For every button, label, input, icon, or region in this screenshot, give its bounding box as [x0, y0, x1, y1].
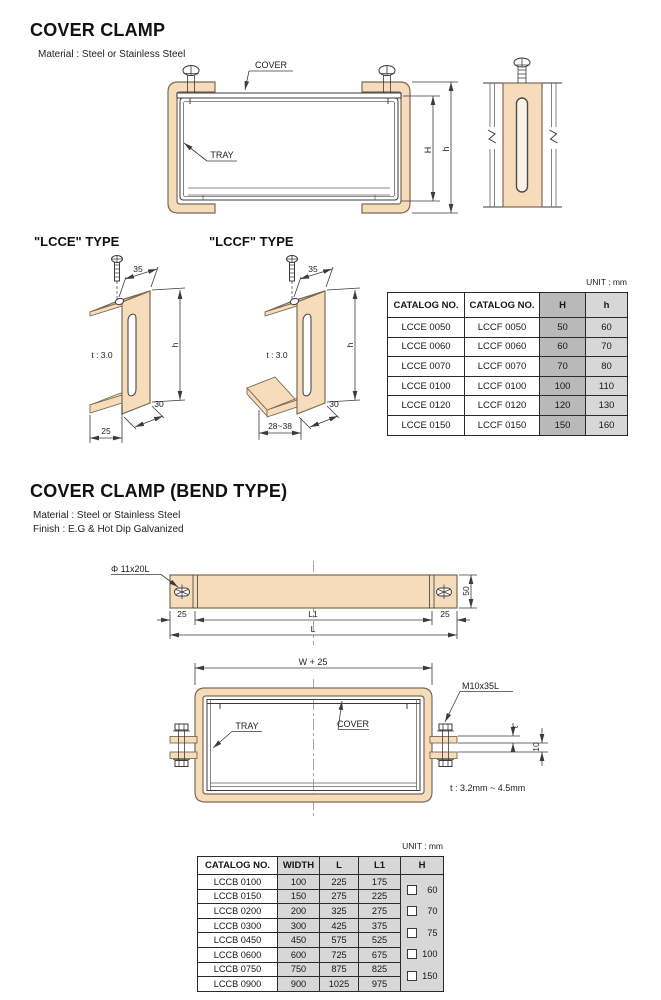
side-slot	[517, 98, 528, 192]
section1-material: Material : Steel or Stainless Steel	[38, 49, 186, 60]
cell: 100	[540, 376, 586, 396]
cell: 750	[278, 962, 320, 977]
dim-L1: L1	[308, 609, 318, 619]
cell: 675	[359, 947, 401, 962]
lcce-lccf-drawings	[35, 250, 375, 455]
h-option: 70	[401, 906, 443, 916]
cell: 275	[359, 904, 401, 919]
tray-label: TRAY	[210, 150, 234, 160]
tray-outline	[180, 98, 398, 200]
lccf-screw	[287, 256, 298, 282]
dim-25-left: 25	[177, 609, 187, 619]
lccf-dim-2838: 28~38	[268, 421, 292, 431]
cell: LCCF 0070	[465, 357, 540, 377]
lcce-type-title: "LCCE" TYPE	[34, 234, 120, 249]
cell: LCCB 0450	[198, 933, 278, 948]
cell: 900	[278, 977, 320, 992]
table-row	[388, 376, 628, 396]
cell: 160	[586, 415, 628, 435]
left-bolt-assembly	[170, 724, 197, 767]
cell: 600	[278, 947, 320, 962]
bend-clamp-flat-bar-drawing	[85, 555, 485, 650]
cell: 275	[320, 889, 359, 904]
cell: 200	[278, 904, 320, 919]
cell: 110	[586, 376, 628, 396]
cell: LCCE 0120	[388, 396, 465, 416]
col-header: CATALOG NO.	[465, 293, 540, 318]
lcce-dim-30: 30	[154, 399, 164, 409]
break-mark-right	[550, 130, 558, 143]
cell: 425	[320, 918, 359, 933]
flat-bar	[170, 575, 457, 608]
h-option: 75	[401, 928, 443, 938]
table-row	[388, 337, 628, 357]
cell: 375	[359, 918, 401, 933]
lcce-drawing	[90, 256, 185, 444]
cell: LCCB 0100	[198, 875, 278, 890]
dim-h-label: h	[441, 146, 451, 152]
checkbox-icon	[407, 971, 417, 981]
cell: LCCB 0150	[198, 889, 278, 904]
cell: LCCF 0060	[465, 337, 540, 357]
table2-unit-label: UNIT : mm	[402, 841, 443, 851]
tray-bottom-rails	[188, 188, 390, 200]
cell: 1025	[320, 977, 359, 992]
cell: 825	[359, 962, 401, 977]
dim-10-label: 10	[531, 742, 541, 752]
lcce-dim-35: 35	[133, 264, 143, 274]
table2-header-row	[198, 857, 444, 875]
bolt-size-label: M10x35L	[462, 681, 500, 691]
cell: 70	[540, 357, 586, 377]
lcce-dim-h: h	[170, 342, 180, 348]
checkbox-icon	[407, 949, 417, 959]
lcce-lccf-spec-table	[387, 292, 628, 436]
lcce-screw	[112, 256, 123, 282]
cell: 60	[586, 318, 628, 338]
lcce-dim-25: 25	[101, 426, 111, 436]
lccf-dim-h: h	[345, 342, 355, 348]
cover-clamp-side-view	[483, 58, 562, 207]
cover-plate	[177, 93, 401, 98]
table-row	[388, 357, 628, 377]
cell: LCCE 0100	[388, 376, 465, 396]
cell: 325	[320, 904, 359, 919]
lcce-thickness: t : 3.0	[91, 350, 113, 360]
cell: 175	[359, 875, 401, 890]
col-header: L1	[359, 857, 401, 875]
cell: 130	[586, 396, 628, 416]
cell: LCCF 0150	[465, 415, 540, 435]
cell: 120	[540, 396, 586, 416]
lccf-dim-30: 30	[329, 399, 339, 409]
cell: 225	[359, 889, 401, 904]
cover-clamp-front-view-drawing	[100, 55, 580, 225]
right-bolt-assembly	[430, 724, 457, 767]
cell: LCCE 0150	[388, 415, 465, 435]
lcce-bottom-flange-front	[90, 395, 122, 413]
cell: 80	[586, 357, 628, 377]
cell: LCCE 0070	[388, 357, 465, 377]
side-screw	[514, 58, 530, 83]
lccf-type-title: "LCCF" TYPE	[209, 234, 294, 249]
checkbox-icon	[407, 885, 417, 895]
cell: LCCB 0200	[198, 904, 278, 919]
cell: LCCB 0600	[198, 947, 278, 962]
cell: LCCB 0900	[198, 977, 278, 992]
checkbox-icon	[407, 928, 417, 938]
thickness-note: t : 3.2mm ~ 4.5mm	[450, 783, 526, 793]
h-option: 60	[401, 885, 443, 895]
cover-label: COVER	[254, 60, 288, 70]
cell: 300	[278, 918, 320, 933]
tray-inner-outline	[184, 102, 395, 197]
cell: 50	[540, 318, 586, 338]
dim-L: L	[310, 624, 316, 634]
table-row	[388, 318, 628, 338]
lcce-web-slot	[128, 314, 136, 396]
h-option: 100	[401, 949, 443, 959]
cell: LCCF 0050	[465, 318, 540, 338]
col-header: WIDTH	[278, 857, 320, 875]
dim-t-label: t	[510, 725, 520, 729]
cell: LCCE 0060	[388, 337, 465, 357]
lccb-spec-table	[197, 856, 444, 992]
dim-H-label: H	[423, 146, 433, 154]
table-row	[388, 396, 628, 416]
col-header: CATALOG NO.	[198, 857, 278, 875]
section2-finish: Finish : E.G & Hot Dip Galvanized	[33, 524, 184, 535]
bend-clamp-assembled-drawing	[140, 655, 560, 830]
dim-50: 50	[461, 586, 471, 596]
cell: 70	[586, 337, 628, 357]
table1-header-row	[388, 293, 628, 318]
cell: 100	[278, 875, 320, 890]
col-header: H	[401, 857, 444, 875]
dim-25-right: 25	[440, 609, 450, 619]
cell: 450	[278, 933, 320, 948]
cover-label: COVER	[336, 719, 370, 729]
break-mark-left	[488, 130, 496, 143]
cell: 150	[540, 415, 586, 435]
cell: 225	[320, 875, 359, 890]
section1-title: COVER CLAMP	[30, 20, 166, 40]
col-header: L	[320, 857, 359, 875]
cell: 60	[540, 337, 586, 357]
cell: 975	[359, 977, 401, 992]
cell: LCCB 0300	[198, 918, 278, 933]
lccf-drawing	[247, 256, 360, 441]
cell: LCCF 0100	[465, 376, 540, 396]
cell: 725	[320, 947, 359, 962]
col-header: h	[586, 293, 628, 318]
cell: 150	[278, 889, 320, 904]
col-header: CATALOG NO.	[388, 293, 465, 318]
lccf-web-slot	[303, 314, 311, 396]
h-option: 150	[401, 971, 443, 981]
lccf-thickness: t : 3.0	[266, 350, 288, 360]
cell: 875	[320, 962, 359, 977]
section2-title: COVER CLAMP (BEND TYPE)	[30, 481, 288, 501]
cell: 575	[320, 933, 359, 948]
h-options-cell	[401, 875, 444, 992]
lccf-dim-35: 35	[308, 264, 318, 274]
cell: LCCE 0050	[388, 318, 465, 338]
table-row	[198, 875, 444, 890]
col-header: H	[540, 293, 586, 318]
cell: LCCF 0120	[465, 396, 540, 416]
tray-label: TRAY	[235, 721, 259, 731]
table1-unit-label: UNIT : mm	[586, 277, 627, 287]
cover-lips	[190, 98, 388, 104]
section2-material: Material : Steel or Stainless Steel	[33, 510, 181, 521]
table-row	[388, 415, 628, 435]
checkbox-icon	[407, 906, 417, 916]
cell: LCCB 0750	[198, 962, 278, 977]
dim-w25: W + 25	[298, 657, 328, 667]
hole-size-label: Φ 11x20L	[111, 564, 150, 574]
cell: 525	[359, 933, 401, 948]
